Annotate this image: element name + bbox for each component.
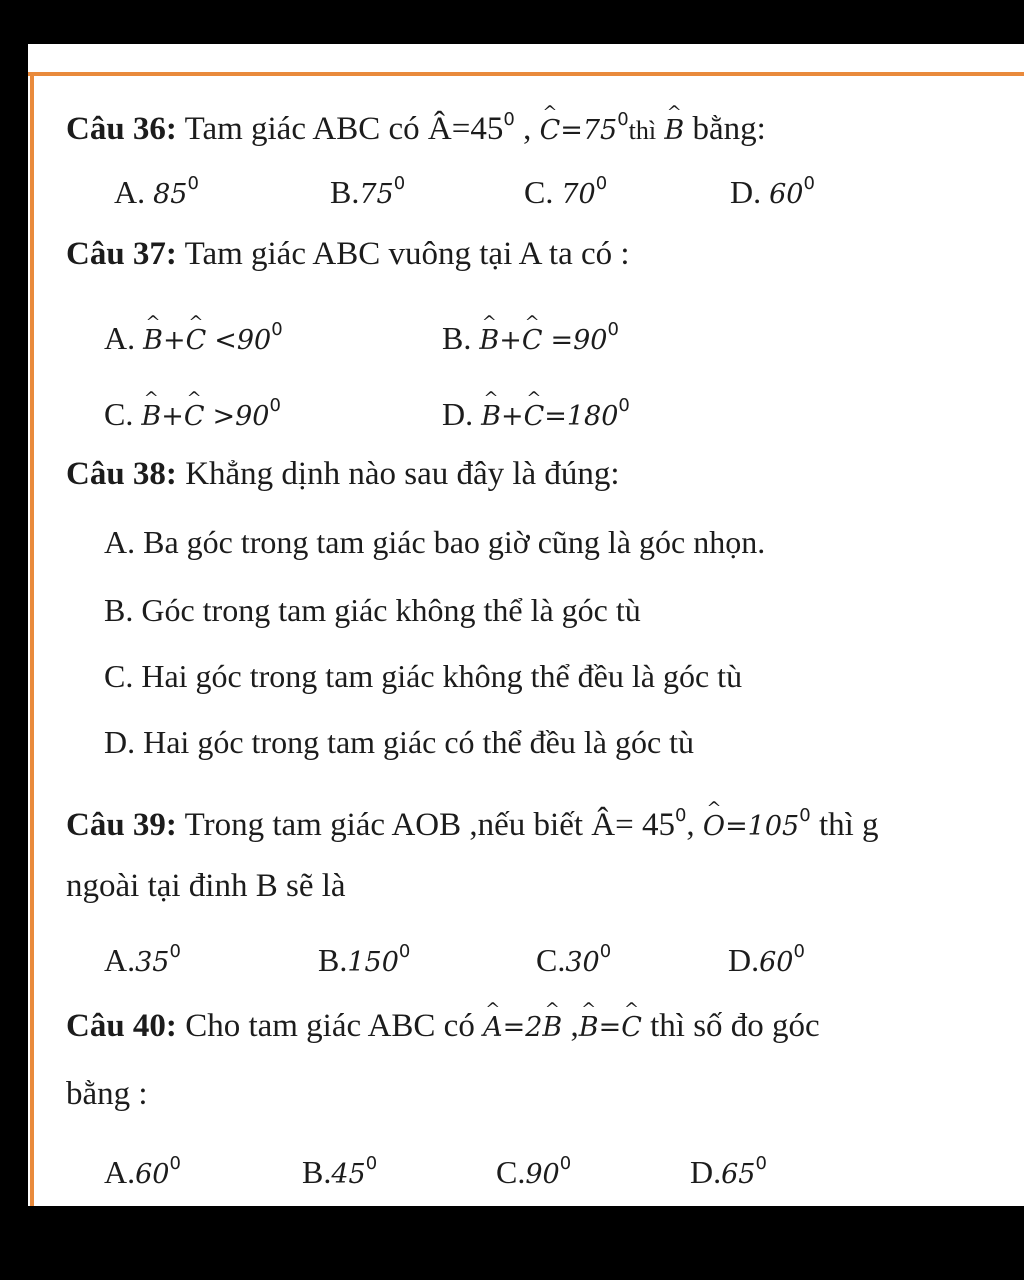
- option-39-a[interactable]: $A.35^0$: [104, 941, 181, 978]
- option-40-b[interactable]: $B.45^0$: [302, 1153, 378, 1190]
- angle-c-symbol: ^ C: [621, 1008, 642, 1048]
- question-36-text: Tam giác ABC có: [184, 111, 420, 147]
- degree-mark: 0: [617, 109, 629, 130]
- angle-a-value: Â=45: [427, 111, 504, 147]
- option-36-c[interactable]: C. $70^0$: [524, 173, 608, 210]
- question-39-line2: ngoài tại đinh B sẽ là: [66, 868, 346, 904]
- question-40-label: Câu 40:: [66, 1008, 177, 1044]
- option-37-d[interactable]: D. ^ B+^ $C=180^0$: [442, 386, 630, 437]
- angle-c-value: =75: [560, 115, 618, 146]
- option-38-b[interactable]: B. Góc trong tam giác không thể là góc tù: [104, 592, 641, 628]
- option-40-c[interactable]: $C.90^0$: [496, 1153, 572, 1190]
- orange-left-border: [30, 72, 34, 1206]
- angle-c-symbol: ^ C: [540, 111, 561, 151]
- question-36-then: thì: [628, 116, 657, 145]
- question-39-label: Câu 39:: [66, 807, 177, 843]
- question-38-text: Khẳng dịnh nào sau đây là đúng:: [185, 456, 620, 492]
- degree-mark: 0: [503, 109, 515, 130]
- option-40-d[interactable]: $D.65^0$: [690, 1153, 767, 1190]
- option-37-a[interactable]: A. ^ B+^ $C <90^0$: [104, 310, 283, 361]
- separator: ,: [523, 111, 532, 147]
- question-39-text: Trong tam giác AOB ,nếu biết: [184, 807, 584, 843]
- question-40-line2: bằng :: [66, 1076, 148, 1112]
- question-39-tail: thì g: [818, 807, 879, 843]
- option-38-c[interactable]: C. Hai góc trong tam giác không thể đều là góc tù: [104, 658, 743, 694]
- option-36-a[interactable]: A. $85^0$: [114, 173, 199, 210]
- angle-o-value: =105: [725, 811, 800, 842]
- question-37-text: Tam giác ABC vuông tại A ta có :: [184, 236, 630, 272]
- option-36-b[interactable]: $B.75^0$: [330, 173, 406, 210]
- angle-a-value: Â= 45: [591, 807, 675, 843]
- question-38-label: Câu 38:: [66, 456, 177, 492]
- question-39-stem: Câu 39: Trong tam giác AOB ,nếu biết Â= $45^0$, ^ $O=105^0$ thì g: [66, 796, 879, 836]
- option-38-d[interactable]: D. Hai góc trong tam giác có thể đều là góc tù: [104, 724, 695, 760]
- angle-o-symbol: ^ O: [703, 807, 725, 847]
- angle-b-symbol: ^ B: [664, 111, 684, 151]
- option-37-c[interactable]: C. ^ B+^ $C >90^0$: [104, 386, 281, 437]
- question-36-tail: bằng:: [692, 111, 766, 147]
- option-36-d[interactable]: D. $60^0$: [730, 173, 815, 210]
- angle-a-symbol: ^ A: [483, 1008, 503, 1048]
- option-38-a[interactable]: A. Ba góc trong tam giác bao giờ cũng là góc nhọn.: [104, 524, 766, 560]
- question-36-label: Câu 36:: [66, 111, 177, 147]
- angle-b-symbol: ^ B: [542, 1008, 562, 1048]
- question-37-stem: [66, 234, 630, 274]
- question-40-text: Cho tam giác ABC có: [185, 1008, 475, 1044]
- question-38-stem: [66, 454, 620, 494]
- option-39-c[interactable]: $C.30^0$: [536, 941, 612, 978]
- worksheet-page: [28, 44, 1024, 1206]
- option-39-b[interactable]: B.150$^0$: [318, 941, 411, 978]
- option-39-d[interactable]: $D.60^0$: [728, 941, 805, 978]
- option-37-b[interactable]: B. ^ B+^ $C =90^0$: [442, 310, 619, 361]
- question-40-tail: thì số đo góc: [650, 1008, 820, 1044]
- orange-top-border: [28, 72, 1024, 76]
- option-40-a[interactable]: $A.60^0$: [104, 1153, 181, 1190]
- question-40-stem: Câu 40: Cho tam giác ABC có ^ A=2^ B ,^ B=^ C thì số đo góc: [66, 1006, 820, 1046]
- question-37-label: Câu 37:: [66, 236, 177, 272]
- question-36-stem: [66, 100, 766, 147]
